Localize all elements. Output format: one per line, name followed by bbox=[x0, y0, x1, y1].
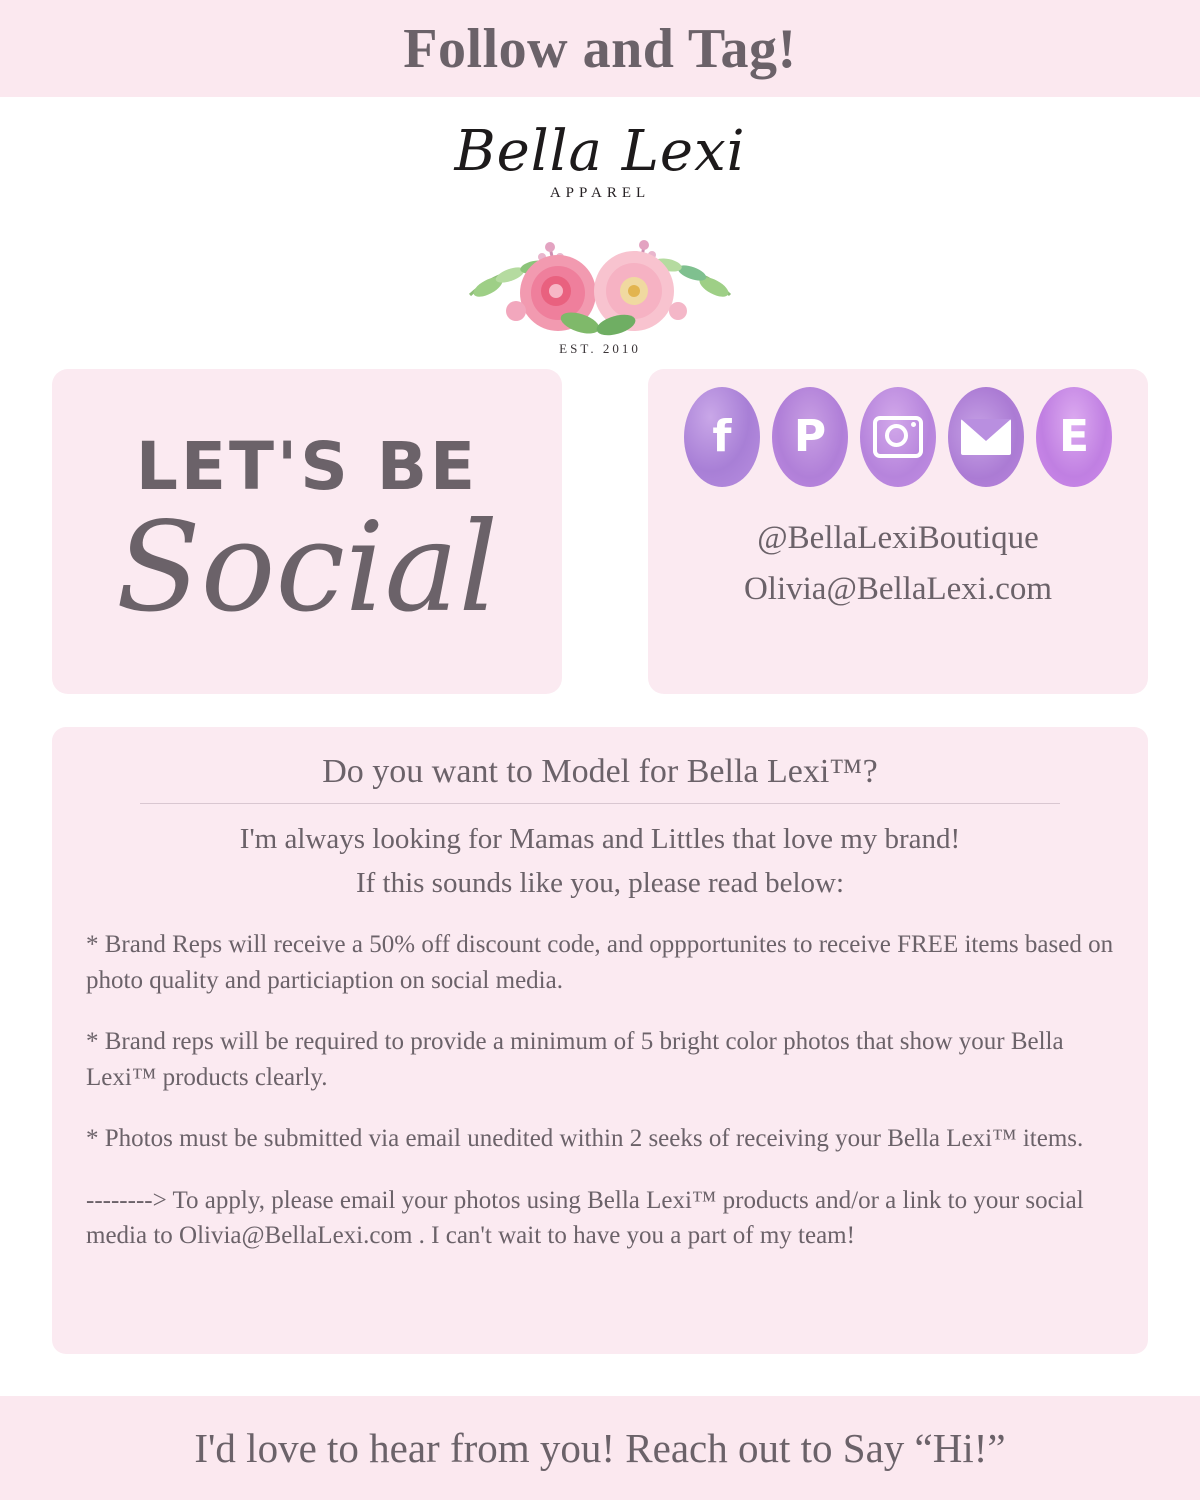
panel-paragraph: * Brand reps will be required to provide a minimum of 5 bright color photos that show your Bella Lexi™ products clearly. bbox=[86, 1028, 1064, 1091]
floral-decoration-icon bbox=[430, 207, 770, 337]
footer-text: I'd love to hear from you! Reach out to Say “Hi!” bbox=[194, 1425, 1006, 1471]
brand-subtitle: APPAREL bbox=[549, 185, 651, 201]
contact-card bbox=[648, 369, 1148, 694]
cards-row bbox=[0, 369, 1200, 699]
instagram-icon[interactable] bbox=[860, 387, 936, 487]
header-banner bbox=[0, 0, 1200, 97]
panel-paragraph: --------> To apply, please email your photos using Bella Lexi™ products and/or a link to your social media to Olivia@BellaLexi.com . I can't wait to have you a part of my team! bbox=[86, 1186, 1084, 1249]
pinterest-glyph: P bbox=[793, 411, 827, 462]
brand-established: EST. 2010 bbox=[559, 341, 641, 356]
panel-paragraph: * Photos must be submitted via email unedited within 2 seeks of receiving your Bella Lexi™ items. bbox=[86, 1125, 1084, 1152]
email-icon[interactable] bbox=[948, 387, 1024, 487]
lets-be-line1: LET'S BE bbox=[135, 427, 479, 505]
instagram-glyph bbox=[873, 416, 923, 458]
facebook-glyph: f bbox=[712, 411, 732, 462]
panel-body bbox=[86, 927, 1114, 1254]
etsy-glyph: E bbox=[1058, 411, 1090, 462]
etsy-icon[interactable] bbox=[1036, 387, 1112, 487]
panel-divider bbox=[140, 803, 1060, 804]
lets-be-line2: Social bbox=[115, 495, 499, 640]
page-title: Follow and Tag! bbox=[403, 17, 797, 80]
contact-email[interactable]: Olivia@BellaLexi.com bbox=[743, 571, 1053, 608]
pinterest-icon[interactable] bbox=[772, 387, 848, 487]
social-handle[interactable]: @BellaLexiBoutique bbox=[757, 520, 1039, 556]
facebook-icon[interactable] bbox=[684, 387, 760, 487]
lets-be-social-card bbox=[52, 369, 562, 694]
lets-be-social-text bbox=[115, 427, 499, 640]
brand-logo-area bbox=[0, 97, 1200, 369]
brand-name: Bella Lexi bbox=[454, 119, 746, 184]
brand-logo bbox=[420, 103, 780, 363]
footer-banner bbox=[0, 1396, 1200, 1500]
contact-details bbox=[648, 513, 1148, 615]
panel-paragraph: * Brand Reps will receive a 50% off discount code, and oppportunites to receive FREE items based on photo quality and particiaption on social media. bbox=[86, 931, 1114, 994]
social-icons-row bbox=[648, 369, 1148, 487]
panel-subtitle-line2: If this sounds like you, please read below: bbox=[355, 866, 845, 899]
envelope-glyph bbox=[961, 419, 1011, 455]
model-info-panel bbox=[52, 727, 1148, 1354]
panel-title: Do you want to Model for Bella Lexi™? bbox=[322, 753, 878, 790]
panel-subtitle-line1: I'm always looking for Mamas and Littles that love my brand! bbox=[239, 823, 961, 855]
